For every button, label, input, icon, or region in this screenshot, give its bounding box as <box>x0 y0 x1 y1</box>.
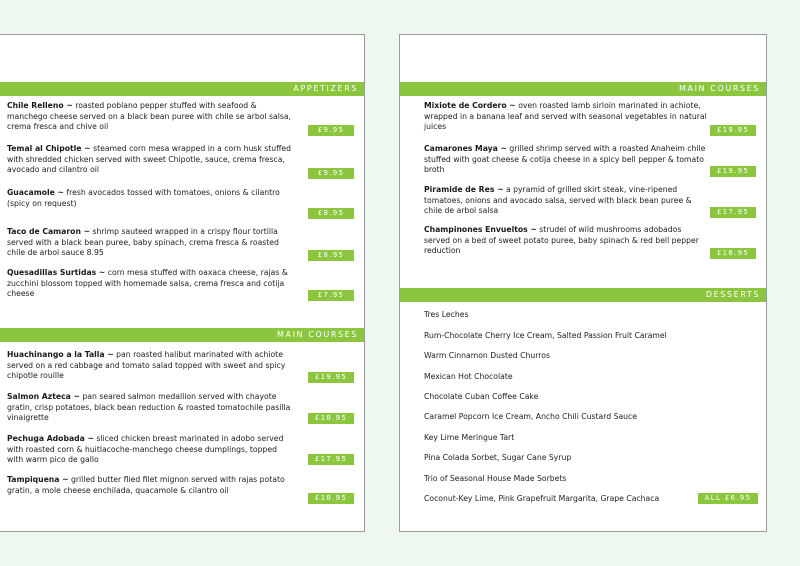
menu-item-champinones-envueltos: Champinones Envueltos ~ strudel of wild mushrooms adobados served on a bed of sweet potato puree, baby spinach & red bell pepper reduction <box>424 225 699 256</box>
menu-item-taco-de-camaron: Taco de Camaron ~ shrimp sauteed wrapped in a crispy flour tortilla served with a black bean puree, baby spinach, crema fresca & roasted chile de arbol sauce 8.95 <box>7 227 279 258</box>
menu-item-salmon-azteca: Salmon Azteca ~ pan seared salmon medallion served with chayote gratin, crisp potatoes, black bean reduction & roasted tomatochile pasilla vinaigrette <box>7 392 291 423</box>
price-tag: £19.95 <box>710 166 756 177</box>
menu-item-huachinango-a-la-talla: Huachinango a la Talla ~ pan roasted halibut marinated with achiote served on a red cabbage and tomato salad topped with sweet and spicy chipotle rouille <box>7 350 286 381</box>
menu-item-mixiote-de-cordero: Mixiote de Cordero ~ oven roasted lamb sirloin marinated in achiote, wrapped in a banana leaf and served with seasonal vegetables in natural juices <box>424 101 707 132</box>
menu-item-pechuga-adobada: Pechuga Adobada ~ sliced chicken breast marinated in adobo served with roasted corn & huitlacoche-manchego cheese dumplings, topped with warm pico de gallo <box>7 434 284 465</box>
menu-item-piramide-de-res: Piramide de Res ~ a pyramid of grilled skirt steak, vine-ripened tomatoes, onions and avocado salsa, served with black bean puree & chile de arbol salsa <box>424 185 692 216</box>
price-tag: £16.95 <box>710 248 756 259</box>
menu-item-tampiquena: Tampiquena ~ grilled butter flied filet mignon served with rajas potato gratin, a mole cheese enchilada, quacamole & cilantro oil <box>7 475 285 495</box>
price-tag: £9.95 <box>308 125 354 136</box>
price-tag: £17.95 <box>308 454 354 465</box>
desserts-heading: DESSERTS <box>400 288 766 302</box>
price-tag: £17.95 <box>710 207 756 218</box>
dessert-item: Key Lime Meringue Tart <box>424 433 515 442</box>
dessert-item: Coconut-Key Lime, Pink Grapefruit Margarita, Grape Cachaca <box>424 494 660 503</box>
dessert-item: Pina Colada Sorbet, Sugar Cane Syrup <box>424 453 572 462</box>
appetizers-heading: APPETIZERS <box>0 82 364 96</box>
left-menu-page <box>0 34 365 532</box>
price-tag: £19.95 <box>308 372 354 383</box>
price-tag: £8.95 <box>308 208 354 219</box>
main-courses-heading: MAIN COURSES <box>0 328 364 342</box>
menu-item-guacamole: Guacamole ~ fresh avocados tossed with tomatoes, onions & cilantro (spicy on request) <box>7 188 280 208</box>
right-menu-page <box>399 34 767 532</box>
dessert-item: Rum-Chocolate Cherry Ice Cream, Salted Passion Fruit Caramel <box>424 331 667 340</box>
menu-item-temal-al-chipotle: Temal al Chipotle ~ steamed corn mesa wrapped in a corn husk stuffed with shredded chicken served with sweet Chipotle, sauce, crema fresca, avocado and cilantro oil <box>7 144 292 175</box>
price-tag: £19.95 <box>710 125 756 136</box>
main-courses-heading: MAIN COURSES <box>400 82 766 96</box>
desserts-price-tag: ALL £6.95 <box>698 493 758 504</box>
dessert-item: Warm Cinnamon Dusted Churros <box>424 351 550 360</box>
dessert-item: Trio of Seasonal House Made Sorbets <box>424 474 567 483</box>
price-tag: £8.95 <box>308 250 354 261</box>
price-tag: £18.95 <box>308 493 354 504</box>
menu-item-quesadillas-surtidas: Quesadillas Surtidas ~ corn mesa stuffed with oaxaca cheese, rajas & zucchini blossom topped with homemade salsa, crema fresca and cotija cheese <box>7 268 288 299</box>
dessert-item: Tres Leches <box>424 310 469 319</box>
menu-item-camarones-maya: Camarones Maya ~ grilled shrimp served with a roasted Anaheim chile stuffed with goat cheese & cotija cheese in a spicy bell pepper & tomato broth <box>424 144 706 175</box>
price-tag: £18.95 <box>308 413 354 424</box>
price-tag: £9.95 <box>308 168 354 179</box>
dessert-item: Chocolate Cuban Coffee Cake <box>424 392 539 401</box>
dessert-item: Mexican Hot Chocolate <box>424 372 513 381</box>
price-tag: £7.95 <box>308 290 354 301</box>
dessert-item: Caramel Popcorn Ice Cream, Ancho Chili Custard Sauce <box>424 412 638 421</box>
menu-item-chile-relleno: Chile Relleno ~ roasted poblano pepper stuffed with seafood & manchego cheese served on a black bean puree with chile se arbol salsa, crema fresca and chive oil <box>7 101 291 132</box>
